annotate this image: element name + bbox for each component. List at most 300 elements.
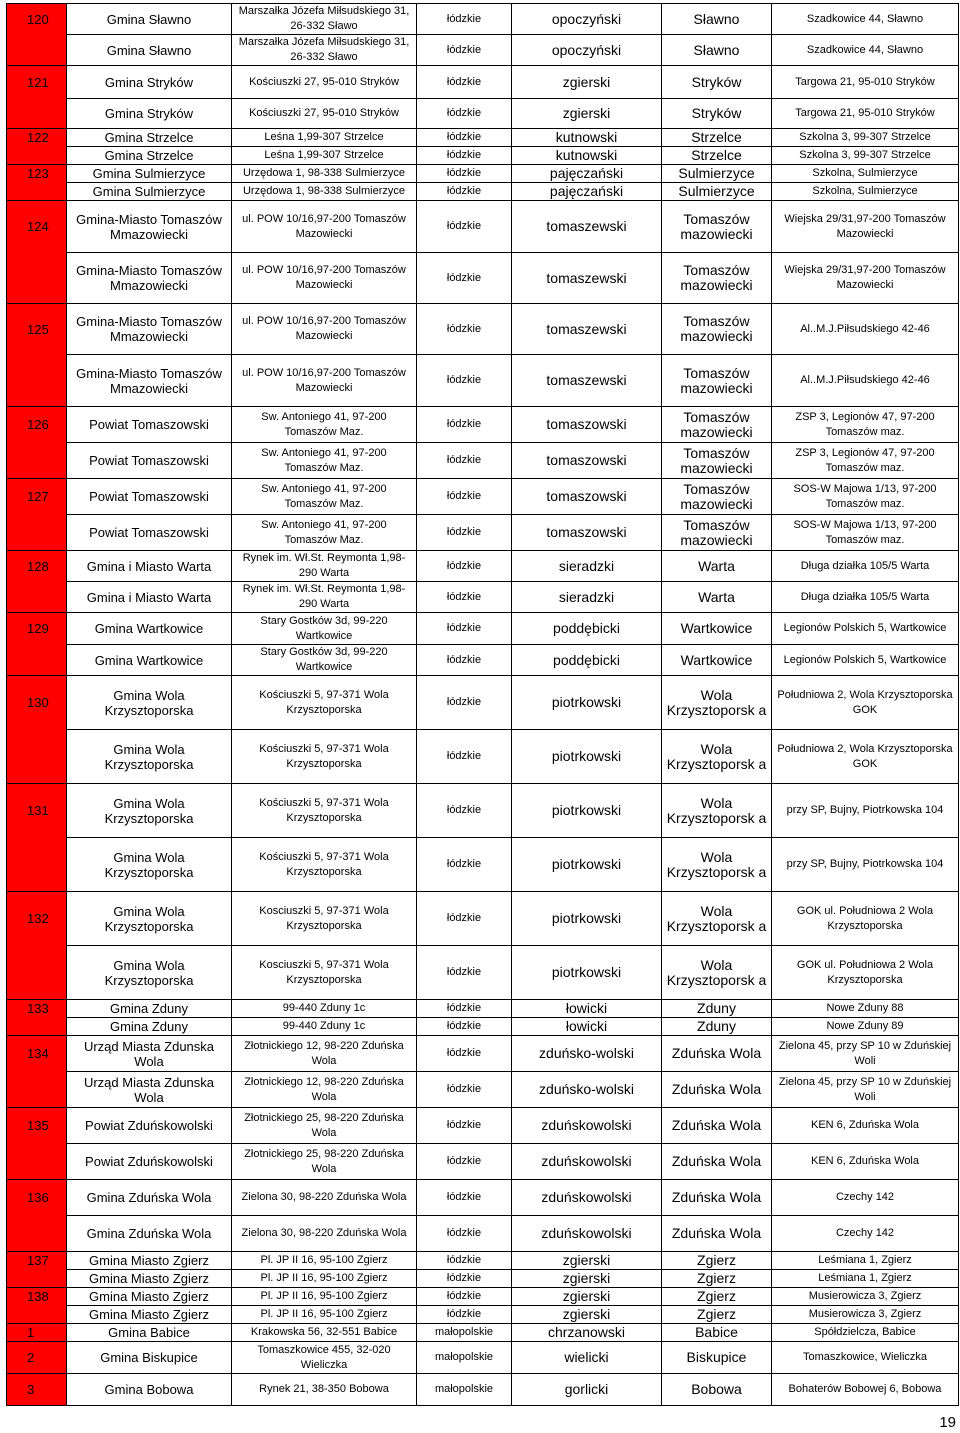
gmina-name: Gmina Sulmierzyce — [67, 183, 232, 201]
county: sieradzki — [512, 582, 662, 613]
row-number — [7, 147, 67, 165]
gmina-name: Gmina Babice — [67, 1324, 232, 1342]
row-number — [7, 946, 67, 1000]
gmina-name: Gmina Zduny — [67, 1000, 232, 1018]
gmina-name: Gmina Zduny — [67, 1018, 232, 1036]
voivodeship: łódzkie — [417, 1252, 512, 1270]
county: zgierski — [512, 66, 662, 99]
county: tomaszowski — [512, 407, 662, 443]
office-address: Pl. JP II 16, 95-100 Zgierz — [232, 1288, 417, 1306]
table-row — [7, 892, 959, 946]
gmina-name: Gmina Miasto Zgierz — [67, 1288, 232, 1306]
gmina-name: Gmina Wola Krzysztoporska — [67, 838, 232, 892]
school-address: Spółdzielcza, Babice — [772, 1324, 959, 1342]
county: tomaszewski — [512, 201, 662, 253]
county: kutnowski — [512, 129, 662, 147]
row-number — [7, 1072, 67, 1108]
town: Zduńska Wola — [662, 1072, 772, 1108]
county: zgierski — [512, 1306, 662, 1324]
row-number — [7, 35, 67, 66]
voivodeship: łódzkie — [417, 645, 512, 676]
county: opoczyński — [512, 35, 662, 66]
table-row — [7, 1252, 959, 1270]
county: piotrkowski — [512, 892, 662, 946]
town: Strzelce — [662, 147, 772, 165]
voivodeship: łódzkie — [417, 304, 512, 355]
gmina-name: Gmina Wola Krzysztoporska — [67, 676, 232, 730]
table-row — [7, 66, 959, 99]
county: sieradzki — [512, 551, 662, 582]
town: Wola Krzysztoporsk a — [662, 784, 772, 838]
town: Tomaszów mazowiecki — [662, 443, 772, 479]
table-row — [7, 1144, 959, 1180]
gmina-name: Gmina-Miasto Tomaszów Mmazowiecki — [67, 355, 232, 407]
town: Sławno — [662, 4, 772, 35]
town: Zduny — [662, 1018, 772, 1036]
voivodeship: łódzkie — [417, 1288, 512, 1306]
table-row — [7, 1036, 959, 1072]
voivodeship: łódzkie — [417, 99, 512, 129]
town: Zduńska Wola — [662, 1180, 772, 1216]
voivodeship: łódzkie — [417, 1216, 512, 1252]
voivodeship: łódzkie — [417, 1108, 512, 1144]
office-address: Złotnickiego 25, 98-220 Zduńska Wola — [232, 1144, 417, 1180]
row-number: 3 — [7, 1374, 67, 1406]
voivodeship: małopolskie — [417, 1342, 512, 1374]
office-address: Złotnickiego 12, 98-220 Zduńska Wola — [232, 1072, 417, 1108]
table-row — [7, 355, 959, 407]
town: Bobowa — [662, 1374, 772, 1406]
voivodeship: małopolskie — [417, 1374, 512, 1406]
school-address: Szadkowice 44, Sławno — [772, 4, 959, 35]
table-row — [7, 443, 959, 479]
office-address: Kościuszki 5, 97-371 Wola Krzysztoporska — [232, 676, 417, 730]
office-address: Zielona 30, 98-220 Zduńska Wola — [232, 1180, 417, 1216]
gmina-name: Urząd Miasta Zdunska Wola — [67, 1036, 232, 1072]
table-row — [7, 1180, 959, 1216]
table-row — [7, 304, 959, 355]
voivodeship: łódzkie — [417, 407, 512, 443]
school-address: Szkolna, Sulmierzyce — [772, 183, 959, 201]
county: pajęczański — [512, 183, 662, 201]
office-address: Krakowska 56, 32-551 Babice — [232, 1324, 417, 1342]
town: Warta — [662, 582, 772, 613]
school-address: Południowa 2, Wola Krzysztoporska GOK — [772, 730, 959, 784]
town: Zgierz — [662, 1252, 772, 1270]
gmina-name: Powiat Zduńskowolski — [67, 1108, 232, 1144]
county: tomaszewski — [512, 253, 662, 304]
school-address: Zielona 45, przy SP 10 w Zduńskiej Woli — [772, 1036, 959, 1072]
voivodeship: łódzkie — [417, 35, 512, 66]
school-address: Południowa 2, Wola Krzysztoporska GOK — [772, 676, 959, 730]
table-row — [7, 479, 959, 515]
town: Zduny — [662, 1000, 772, 1018]
school-address: Wiejska 29/31,97-200 Tomaszów Mazowiecki — [772, 201, 959, 253]
county: zduńsko-wolski — [512, 1036, 662, 1072]
county: tomaszewski — [512, 355, 662, 407]
voivodeship: łódzkie — [417, 1270, 512, 1288]
voivodeship: łódzkie — [417, 730, 512, 784]
county: tomaszewski — [512, 304, 662, 355]
row-number: 130 — [7, 676, 67, 730]
gmina-name: Gmina Biskupice — [67, 1342, 232, 1374]
school-address: Długa działka 105/5 Warta — [772, 551, 959, 582]
row-number: 134 — [7, 1036, 67, 1072]
voivodeship: łódzkie — [417, 66, 512, 99]
gmina-name: Gmina Zduńska Wola — [67, 1180, 232, 1216]
office-address: ul. POW 10/16,97-200 Tomaszów Mazowiecki — [232, 304, 417, 355]
office-address: Rynek im. Wł.St. Reymonta 1,98-290 Warta — [232, 551, 417, 582]
voivodeship: łódzkie — [417, 1036, 512, 1072]
school-address: Długa działka 105/5 Warta — [772, 582, 959, 613]
office-address: 99-440 Zduny 1c — [232, 1000, 417, 1018]
row-number — [7, 355, 67, 407]
town: Tomaszów mazowiecki — [662, 515, 772, 551]
table-row — [7, 253, 959, 304]
county: poddębicki — [512, 645, 662, 676]
voivodeship: łódzkie — [417, 551, 512, 582]
gmina-name: Gmina-Miasto Tomaszów Mmazowiecki — [67, 253, 232, 304]
row-number: 124 — [7, 201, 67, 253]
office-address: Marszałka Józefa Miłsudskiego 31, 26-332 Sławo — [232, 4, 417, 35]
voivodeship: łódzkie — [417, 1180, 512, 1216]
voivodeship: łódzkie — [417, 946, 512, 1000]
town: Zduńska Wola — [662, 1144, 772, 1180]
town: Babice — [662, 1324, 772, 1342]
table-row — [7, 4, 959, 35]
school-address: Nowe Zduny 89 — [772, 1018, 959, 1036]
school-address: SOS-W Majowa 1/13, 97-200 Tomaszów maz. — [772, 515, 959, 551]
row-number: 128 — [7, 551, 67, 582]
gmina-name: Gmina Sulmierzyce — [67, 165, 232, 183]
office-address: ul. POW 10/16,97-200 Tomaszów Mazowiecki — [232, 355, 417, 407]
page-number: 19 — [939, 1414, 956, 1431]
voivodeship: łódzkie — [417, 253, 512, 304]
town: Stryków — [662, 99, 772, 129]
office-address: Pl. JP II 16, 95-100 Zgierz — [232, 1306, 417, 1324]
county: tomaszowski — [512, 443, 662, 479]
table-row — [7, 1288, 959, 1306]
table-row — [7, 1374, 959, 1406]
voivodeship: małopolskie — [417, 1324, 512, 1342]
row-number: 126 — [7, 407, 67, 443]
school-address: GOK ul. Południowa 2 Wola Krzysztoporska — [772, 946, 959, 1000]
row-number — [7, 515, 67, 551]
school-address: Targowa 21, 95-010 Stryków — [772, 99, 959, 129]
voivodeship: łódzkie — [417, 443, 512, 479]
row-number: 2 — [7, 1342, 67, 1374]
town: Strzelce — [662, 129, 772, 147]
county: wielicki — [512, 1342, 662, 1374]
office-address: Sw. Antoniego 41, 97-200 Tomaszów Maz. — [232, 407, 417, 443]
gmina-name: Gmina Wola Krzysztoporska — [67, 946, 232, 1000]
school-address: ZSP 3, Legionów 47, 97-200 Tomaszów maz. — [772, 443, 959, 479]
county: zduńskowolski — [512, 1180, 662, 1216]
table-row — [7, 784, 959, 838]
town: Wola Krzysztoporsk a — [662, 838, 772, 892]
office-address: Rynek im. Wł.St. Reymonta 1,98-290 Warta — [232, 582, 417, 613]
gmina-name: Gmina-Miasto Tomaszów Mmazowiecki — [67, 304, 232, 355]
office-address: Rynek 21, 38-350 Bobowa — [232, 1374, 417, 1406]
county: łowicki — [512, 1000, 662, 1018]
row-number — [7, 1018, 67, 1036]
county: zduńskowolski — [512, 1108, 662, 1144]
table-row — [7, 730, 959, 784]
gmina-name: Gmina Strzelce — [67, 147, 232, 165]
gmina-name: Gmina Sławno — [67, 35, 232, 66]
office-address: Stary Gostków 3d, 99-220 Wartkowice — [232, 613, 417, 645]
county: piotrkowski — [512, 730, 662, 784]
school-address: SOS-W Majowa 1/13, 97-200 Tomaszów maz. — [772, 479, 959, 515]
town: Tomaszów mazowiecki — [662, 304, 772, 355]
gmina-name: Powiat Tomaszowski — [67, 443, 232, 479]
school-address: Tomaszkowice, Wieliczka — [772, 1342, 959, 1374]
county: pajęczański — [512, 165, 662, 183]
office-address: Urzędowa 1, 98-338 Sulmierzyce — [232, 183, 417, 201]
office-address: Leśna 1,99-307 Strzelce — [232, 147, 417, 165]
row-number: 1 — [7, 1324, 67, 1342]
town: Tomaszów mazowiecki — [662, 479, 772, 515]
office-address: Kosciuszki 5, 97-371 Wola Krzysztoporska — [232, 946, 417, 1000]
school-address: Zielona 45, przy SP 10 w Zduńskiej Woli — [772, 1072, 959, 1108]
county: tomaszowski — [512, 479, 662, 515]
county: zduńsko-wolski — [512, 1072, 662, 1108]
office-address: Kościuszki 27, 95-010 Stryków — [232, 66, 417, 99]
table-body — [7, 4, 959, 1406]
school-address: KEN 6, Zduńska Wola — [772, 1144, 959, 1180]
voivodeship: łódzkie — [417, 515, 512, 551]
town: Tomaszów mazowiecki — [662, 253, 772, 304]
row-number — [7, 582, 67, 613]
office-address: ul. POW 10/16,97-200 Tomaszów Mazowiecki — [232, 201, 417, 253]
office-address: Sw. Antoniego 41, 97-200 Tomaszów Maz. — [232, 479, 417, 515]
gmina-name: Gmina Bobowa — [67, 1374, 232, 1406]
town: Zduńska Wola — [662, 1216, 772, 1252]
voivodeship: łódzkie — [417, 582, 512, 613]
school-address: Targowa 21, 95-010 Stryków — [772, 66, 959, 99]
town: Zgierz — [662, 1306, 772, 1324]
town: Wola Krzysztoporsk a — [662, 730, 772, 784]
table-row — [7, 1324, 959, 1342]
county: zgierski — [512, 99, 662, 129]
town: Warta — [662, 551, 772, 582]
row-number — [7, 183, 67, 201]
school-address: Leśmiana 1, Zgierz — [772, 1270, 959, 1288]
gmina-name: Gmina Wola Krzysztoporska — [67, 784, 232, 838]
county: kutnowski — [512, 147, 662, 165]
office-address: Sw. Antoniego 41, 97-200 Tomaszów Maz. — [232, 515, 417, 551]
town: Sławno — [662, 35, 772, 66]
office-address: Urzędowa 1, 98-338 Sulmierzyce — [232, 165, 417, 183]
town: Sulmierzyce — [662, 165, 772, 183]
county: zgierski — [512, 1288, 662, 1306]
gmina-name: Gmina Miasto Zgierz — [67, 1252, 232, 1270]
school-address: Legionów Polskich 5, Wartkowice — [772, 645, 959, 676]
office-address: Sw. Antoniego 41, 97-200 Tomaszów Maz. — [232, 443, 417, 479]
row-number — [7, 1216, 67, 1252]
row-number: 138 — [7, 1288, 67, 1306]
gmina-name: Gmina Stryków — [67, 99, 232, 129]
school-address: Szkolna 3, 99-307 Strzelce — [772, 147, 959, 165]
school-address: Szadkowice 44, Sławno — [772, 35, 959, 66]
table-row — [7, 515, 959, 551]
table-row — [7, 1342, 959, 1374]
school-address: Musierowicza 3, Zgierz — [772, 1306, 959, 1324]
town: Wola Krzysztoporsk a — [662, 946, 772, 1000]
school-address: Czechy 142 — [772, 1216, 959, 1252]
gmina-name: Gmina Stryków — [67, 66, 232, 99]
table-row — [7, 129, 959, 147]
gmina-name: Gmina Wola Krzysztoporska — [67, 892, 232, 946]
voivodeship: łódzkie — [417, 147, 512, 165]
gmina-name: Powiat Zduńskowolski — [67, 1144, 232, 1180]
row-number: 127 — [7, 479, 67, 515]
office-address: Kościuszki 5, 97-371 Wola Krzysztoporska — [232, 730, 417, 784]
row-number — [7, 645, 67, 676]
row-number: 135 — [7, 1108, 67, 1144]
table-row — [7, 407, 959, 443]
town: Tomaszów mazowiecki — [662, 355, 772, 407]
voivodeship: łódzkie — [417, 1000, 512, 1018]
county: piotrkowski — [512, 784, 662, 838]
row-number — [7, 253, 67, 304]
town: Zduńska Wola — [662, 1036, 772, 1072]
row-number — [7, 99, 67, 129]
office-address: Zielona 30, 98-220 Zduńska Wola — [232, 1216, 417, 1252]
voivodeship: łódzkie — [417, 4, 512, 35]
gmina-name: Gmina Miasto Zgierz — [67, 1270, 232, 1288]
row-number: 121 — [7, 66, 67, 99]
table-row — [7, 1270, 959, 1288]
town: Zgierz — [662, 1288, 772, 1306]
table-row — [7, 838, 959, 892]
row-number: 137 — [7, 1252, 67, 1270]
office-address: Pl. JP II 16, 95-100 Zgierz — [232, 1252, 417, 1270]
town: Wartkowice — [662, 645, 772, 676]
row-number — [7, 838, 67, 892]
voivodeship: łódzkie — [417, 892, 512, 946]
gmina-name: Gmina Wola Krzysztoporska — [67, 730, 232, 784]
county: łowicki — [512, 1018, 662, 1036]
gmina-name: Gmina i Miasto Warta — [67, 582, 232, 613]
row-number: 120 — [7, 4, 67, 35]
town: Stryków — [662, 66, 772, 99]
row-number: 133 — [7, 1000, 67, 1018]
school-address: Musierowicza 3, Zgierz — [772, 1288, 959, 1306]
school-address: Legionów Polskich 5, Wartkowice — [772, 613, 959, 645]
school-address: KEN 6, Zduńska Wola — [772, 1108, 959, 1144]
row-number: 131 — [7, 784, 67, 838]
row-number — [7, 1270, 67, 1288]
row-number — [7, 1306, 67, 1324]
voivodeship: łódzkie — [417, 479, 512, 515]
school-address: Czechy 142 — [772, 1180, 959, 1216]
table-row — [7, 613, 959, 645]
table-row — [7, 1216, 959, 1252]
table-row — [7, 1000, 959, 1018]
table-row — [7, 1306, 959, 1324]
gmina-name: Gmina i Miasto Warta — [67, 551, 232, 582]
gmina-name: Gmina Miasto Zgierz — [67, 1306, 232, 1324]
town: Zduńska Wola — [662, 1108, 772, 1144]
school-address: Nowe Zduny 88 — [772, 1000, 959, 1018]
office-address: Złotnickiego 12, 98-220 Zduńska Wola — [232, 1036, 417, 1072]
town: Tomaszów mazowiecki — [662, 201, 772, 253]
county: gorlicki — [512, 1374, 662, 1406]
county: zduńskowolski — [512, 1216, 662, 1252]
county: piotrkowski — [512, 838, 662, 892]
row-number — [7, 730, 67, 784]
voivodeship: łódzkie — [417, 1144, 512, 1180]
table-row — [7, 676, 959, 730]
row-number: 123 — [7, 165, 67, 183]
school-address: ZSP 3, Legionów 47, 97-200 Tomaszów maz. — [772, 407, 959, 443]
row-number: 129 — [7, 613, 67, 645]
town: Zgierz — [662, 1270, 772, 1288]
office-address: Kościuszki 27, 95-010 Stryków — [232, 99, 417, 129]
office-address: Tomaszkowice 455, 32-020 Wieliczka — [232, 1342, 417, 1374]
county: zgierski — [512, 1252, 662, 1270]
county: tomaszowski — [512, 515, 662, 551]
voivodeship: łódzkie — [417, 165, 512, 183]
row-number: 125 — [7, 304, 67, 355]
office-address: Kościuszki 5, 97-371 Wola Krzysztoporska — [232, 838, 417, 892]
voivodeship: łódzkie — [417, 1072, 512, 1108]
school-address: GOK ul. Południowa 2 Wola Krzysztoporska — [772, 892, 959, 946]
gmina-name: Gmina Zduńska Wola — [67, 1216, 232, 1252]
gmina-name: Gmina Wartkowice — [67, 645, 232, 676]
town: Wola Krzysztoporsk a — [662, 892, 772, 946]
table-row — [7, 165, 959, 183]
gmina-name: Powiat Tomaszowski — [67, 479, 232, 515]
school-address: Szkolna 3, 99-307 Strzelce — [772, 129, 959, 147]
office-address: Leśna 1,99-307 Strzelce — [232, 129, 417, 147]
table-row — [7, 35, 959, 66]
row-number: 122 — [7, 129, 67, 147]
county: piotrkowski — [512, 676, 662, 730]
county: chrzanowski — [512, 1324, 662, 1342]
table-row — [7, 147, 959, 165]
school-address: Bohaterów Bobowej 6, Bobowa — [772, 1374, 959, 1406]
county: zgierski — [512, 1270, 662, 1288]
gmina-name: Gmina Sławno — [67, 4, 232, 35]
table-row — [7, 946, 959, 1000]
town: Tomaszów mazowiecki — [662, 407, 772, 443]
office-address: Stary Gostków 3d, 99-220 Wartkowice — [232, 645, 417, 676]
voivodeship: łódzkie — [417, 201, 512, 253]
gmina-name: Powiat Tomaszowski — [67, 407, 232, 443]
school-address: Szkolna, Sulmierzyce — [772, 165, 959, 183]
office-address: ul. POW 10/16,97-200 Tomaszów Mazowiecki — [232, 253, 417, 304]
table-row — [7, 99, 959, 129]
town: Wola Krzysztoporsk a — [662, 676, 772, 730]
voivodeship: łódzkie — [417, 784, 512, 838]
gmina-name: Gmina Strzelce — [67, 129, 232, 147]
voivodeship: łódzkie — [417, 1018, 512, 1036]
office-address: Kosciuszki 5, 97-371 Wola Krzysztoporska — [232, 892, 417, 946]
office-address: Złotnickiego 25, 98-220 Zduńska Wola — [232, 1108, 417, 1144]
county: opoczyński — [512, 4, 662, 35]
gmina-name: Urząd Miasta Zdunska Wola — [67, 1072, 232, 1108]
voivodeship: łódzkie — [417, 129, 512, 147]
gmina-name: Gmina-Miasto Tomaszów Mmazowiecki — [67, 201, 232, 253]
county: piotrkowski — [512, 946, 662, 1000]
registry-table — [6, 3, 959, 1406]
school-address: przy SP, Bujny, Piotrkowska 104 — [772, 838, 959, 892]
school-address: Al..M.J.Piłsudskiego 42-46 — [772, 304, 959, 355]
table-row — [7, 1108, 959, 1144]
voivodeship: łódzkie — [417, 838, 512, 892]
